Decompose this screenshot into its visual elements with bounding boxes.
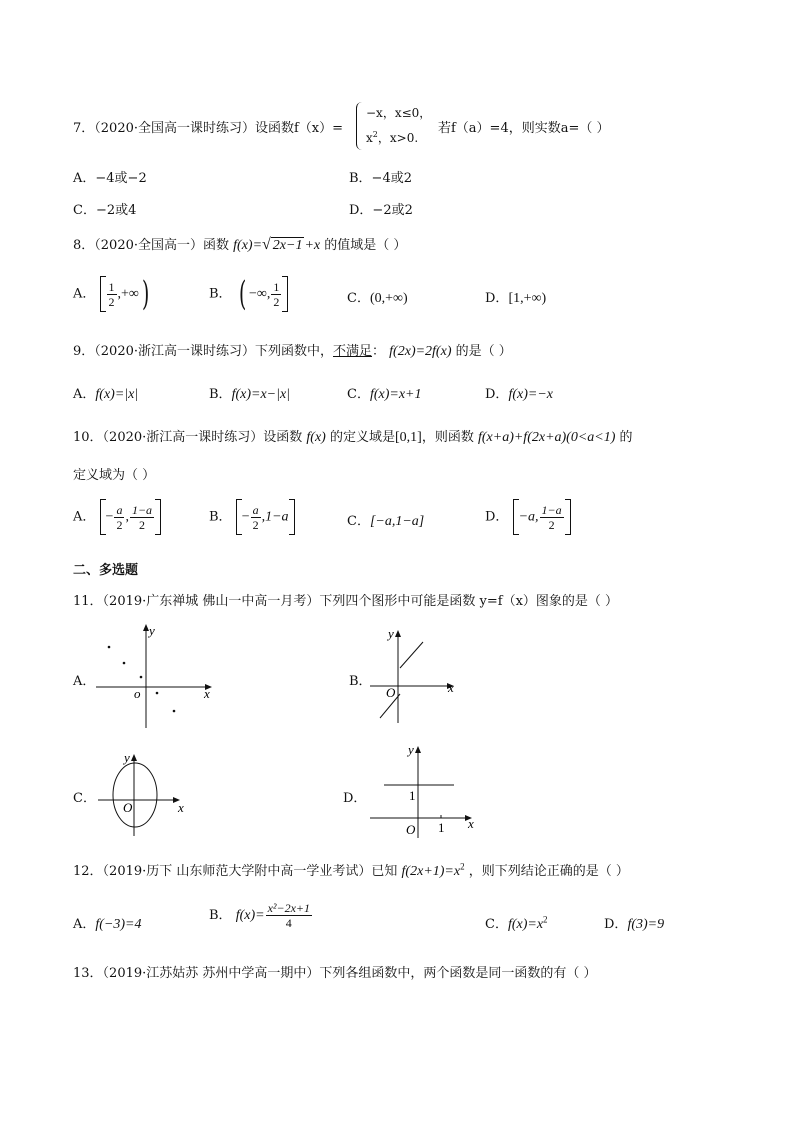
x-axis-label: x <box>204 686 210 701</box>
x-axis-label: x <box>178 800 184 815</box>
y-arrow <box>395 630 401 637</box>
y-arrow <box>415 746 421 753</box>
q11-stem: 11．（2019·广东禅城 佛山一中高一月考）下列四个图形中可能是函数 y=f（x）图象的是（ ） <box>73 594 619 609</box>
circle-curve <box>113 763 157 827</box>
upper-ray <box>400 642 423 668</box>
data-point <box>156 692 159 695</box>
x-axis-label: x <box>448 680 454 695</box>
q8-option-c: C．(0,+∞) <box>347 291 408 306</box>
data-point <box>123 662 126 665</box>
q8-option-b: B． ( −∞, $\frac{1}{2}$ <box>209 276 288 312</box>
origin-label: O <box>123 800 133 815</box>
q10-option-a: A． − $\frac{a}{2}$ , $\frac{1-a}{2}$ <box>73 499 161 535</box>
q9-option-c: C．f(x)=x+1 <box>347 387 422 402</box>
q7-stem-after: 若f（a）=4，则实数a=（ ） <box>438 121 610 136</box>
q7-option-b: B．−4或2 <box>349 171 412 186</box>
q11-graph-a <box>94 620 219 730</box>
x-axis-label: x <box>468 816 474 831</box>
x-tick-label: 1 <box>438 820 445 835</box>
q9-option-a: A．f(x)=|x| <box>73 387 139 402</box>
y-axis-label: y <box>388 626 394 641</box>
q9-option-d: D．f(x)=−x <box>485 387 553 402</box>
origin-label: O <box>386 685 396 700</box>
q8-option-a: A． $\frac{1}{2}$ ,+∞) <box>73 274 150 314</box>
y-axis-label: y <box>124 750 130 765</box>
q13-stem: 13．（2019·江苏姑苏 苏州中学高一期中）下列各组函数中，两个函数是同一函数的有（ ） <box>73 966 597 981</box>
q11-graph-c <box>96 748 196 838</box>
origin-label: O <box>406 822 416 837</box>
q8-stem: 8．（2020·全国高一）函数 f(x)=√ 2x−1 +x 的值域是（ ） <box>73 236 407 253</box>
q7-case-2: $x^2$，x>0. <box>366 130 419 145</box>
q10-option-c: C．[−a,1−a] <box>347 514 425 529</box>
q12-option-a: A．f(−3)=4 <box>73 917 142 932</box>
y-tick-label: 1 <box>409 788 416 803</box>
q10-option-d: D． −a, $\frac{1-a}{2}$ <box>485 499 571 535</box>
q7-stem: 7．（2020·全国高一课时练习）设函数f（x）= <box>73 121 344 136</box>
q11-label-a: A． <box>73 674 96 689</box>
q9-stem: 9．（2020·浙江高一课时练习）下列函数中，不满足： f(2x)=2f(x) 的是（ ） <box>73 344 512 359</box>
data-point <box>108 646 111 649</box>
q9-option-b: B．f(x)=x−|x| <box>209 387 291 402</box>
q11-label-d: D． <box>343 791 367 806</box>
y-axis-label: y <box>408 742 414 757</box>
q7-option-d: D．−2或2 <box>349 203 413 218</box>
q11-graph-b <box>368 620 468 725</box>
section-heading-multi-choice: 二、多选题 <box>73 563 139 578</box>
q12-option-b: B． f(x)= $\frac{\text{x²−2x+1}}{4}$ <box>209 901 311 930</box>
q7-case-1: −x，x≤0， <box>366 106 432 120</box>
q12-option-d: D．f(3)=9 <box>604 917 665 932</box>
data-point <box>173 710 176 713</box>
q7-option-a: A．−4或−2 <box>73 171 147 186</box>
q10-stem-line2: 定义域为（ ） <box>73 468 156 483</box>
q7-piecewise-brace <box>356 102 363 150</box>
q11-label-b: B． <box>349 674 372 689</box>
q11-label-c: C． <box>73 791 96 806</box>
q7-option-c: C．−2或4 <box>73 203 137 218</box>
q12-stem: 12．（2019·历下 山东师范大学附中高一学业考试）已知 $f(2x+1)=x^2$ ，则下列结论正确的是（ ） <box>73 861 629 879</box>
q8-option-d: D．[1,+∞) <box>485 291 547 306</box>
origin-label: o <box>134 686 141 701</box>
q12-option-c: C．$f(x)=x^2$ <box>485 914 548 932</box>
data-point <box>140 676 143 679</box>
q10-option-b: B． − $\frac{a}{2}$ ,1−a <box>209 499 295 535</box>
y-axis-label: y <box>149 623 155 638</box>
y-arrow <box>131 754 137 761</box>
q11-graph-d <box>368 740 483 840</box>
q10-stem: 10．（2020·浙江高一课时练习）设函数 f(x) 的定义域是[0,1]，则函数 f(x+a)+f(2x+a)(0<a<1) 的 <box>73 430 633 445</box>
